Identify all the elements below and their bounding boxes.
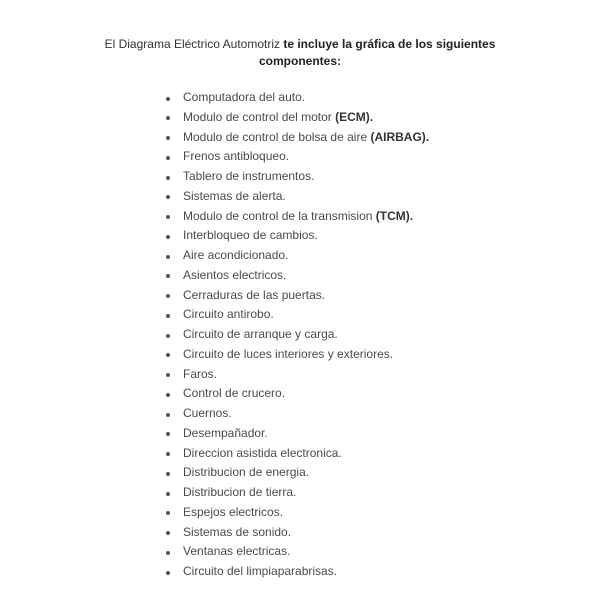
list-item-text (183, 167, 314, 187)
list-item-text (183, 305, 274, 325)
list-item-text (183, 562, 337, 582)
list-item-text (183, 444, 342, 464)
bullet-icon (166, 353, 170, 357)
components-list (166, 88, 546, 582)
list-item (166, 404, 546, 424)
bullet-icon (166, 452, 170, 456)
bullet-icon (166, 314, 170, 318)
list-item (166, 384, 546, 404)
bullet-icon (166, 176, 170, 180)
list-item-text (183, 246, 288, 266)
list-item-text (183, 365, 217, 385)
list-item (166, 108, 546, 128)
list-item (166, 167, 546, 187)
list-item (166, 444, 546, 464)
bullet-icon (166, 334, 170, 338)
intro-bold-text: te incluye la gráfica de los siguientes componentes: (258, 37, 496, 68)
bullet-icon (166, 492, 170, 496)
list-item (166, 246, 546, 266)
bullet-icon (166, 432, 170, 436)
list-item-text (183, 404, 232, 424)
bullet-icon (166, 393, 170, 397)
bullet-icon (166, 97, 170, 101)
list-item-label: Circuito del limpiaparabrisas. (183, 564, 338, 578)
list-item-text (183, 187, 286, 207)
list-item (166, 226, 546, 246)
list-item (166, 305, 546, 325)
list-item-label: Espejos electricos. (183, 504, 284, 519)
list-item (166, 463, 546, 483)
list-item-bold-label: (TCM). (375, 208, 414, 223)
list-item-label: Aire acondicionado. (183, 248, 289, 262)
bullet-icon (166, 551, 170, 555)
bullet-icon (166, 235, 170, 239)
list-item (166, 325, 546, 345)
list-item-text (183, 147, 289, 167)
list-item (166, 266, 546, 286)
list-item (166, 424, 546, 444)
bullet-icon (166, 255, 170, 259)
list-item (166, 562, 546, 582)
list-item-label: Modulo de control del motor (183, 109, 336, 124)
bullet-icon (166, 274, 170, 278)
list-item-label: Frenos antibloqueo. (183, 149, 290, 164)
bullet-icon (166, 215, 170, 219)
list-item-text (183, 88, 305, 108)
list-item-text (183, 266, 286, 286)
list-item (166, 483, 546, 503)
intro-paragraph (90, 36, 510, 70)
list-item-label: Cuernos. (183, 406, 232, 420)
bullet-icon (166, 294, 170, 298)
list-item-label: Tablero de instrumentos. (183, 169, 315, 183)
bullet-icon (166, 116, 170, 120)
list-item-label: Direccion asistida electronica. (183, 445, 342, 460)
list-item-text (183, 226, 318, 246)
bullet-icon (166, 156, 170, 160)
bullet-icon (166, 413, 170, 417)
list-item-label: Faros. (183, 366, 218, 381)
list-item-label: Distribucion de tierra. (183, 485, 297, 499)
list-item-text (183, 424, 268, 444)
list-item-label: Asientos electricos. (183, 267, 287, 282)
bullet-icon (166, 195, 170, 199)
list-item-text (183, 384, 285, 404)
list-item-bold-label: (AIRBAG). (370, 129, 430, 144)
list-item-text (183, 542, 290, 562)
bullet-icon (166, 571, 170, 575)
list-item-text (183, 523, 291, 543)
bullet-icon (166, 531, 170, 535)
list-item-label: Circuito de arranque y carga. (183, 327, 338, 341)
list-item-label: Modulo de control de la transmision (183, 208, 376, 223)
bullet-icon (166, 136, 170, 140)
list-item-text (183, 325, 338, 345)
list-item-text (183, 286, 325, 306)
list-item-text (183, 345, 393, 365)
list-item (166, 207, 546, 227)
list-item-text (183, 108, 373, 128)
list-item-text (183, 207, 413, 227)
list-item (166, 286, 546, 306)
list-item-bold-label: (ECM). (335, 109, 374, 124)
list-item-text (183, 503, 283, 523)
list-item-label: Modulo de control de bolsa de aire (183, 129, 371, 144)
list-item-label: Desempañador. (183, 425, 268, 440)
list-item (166, 147, 546, 167)
bullet-icon (166, 472, 170, 476)
bullet-icon (166, 373, 170, 377)
bullet-icon (166, 511, 170, 515)
list-item (166, 542, 546, 562)
list-item (166, 88, 546, 108)
list-item (166, 365, 546, 385)
list-item (166, 503, 546, 523)
list-item-label: Distribucion de energia. (183, 465, 310, 480)
list-item-label: Sistemas de alerta. (183, 188, 286, 203)
list-item-text (183, 483, 296, 503)
list-item-label: Cerraduras de las puertas. (183, 287, 326, 302)
list-item-label: Sistemas de sonido. (183, 524, 292, 539)
list-item-label: Ventanas electricas. (183, 544, 291, 559)
list-item (166, 345, 546, 365)
list-item-text (183, 463, 309, 483)
intro-text: El Diagrama Eléctrico Automotriz (104, 37, 284, 51)
list-item-label: Computadora del auto. (183, 90, 306, 104)
list-item-label: Circuito de luces interiores y exteriores. (183, 346, 394, 361)
list-item-label: Control de crucero. (183, 386, 286, 401)
list-item (166, 128, 546, 148)
list-item (166, 187, 546, 207)
list-item-label: Interbloqueo de cambios. (183, 228, 318, 243)
list-item-label: Circuito antirobo. (183, 307, 274, 322)
list-item-text (183, 128, 429, 148)
list-item (166, 523, 546, 543)
